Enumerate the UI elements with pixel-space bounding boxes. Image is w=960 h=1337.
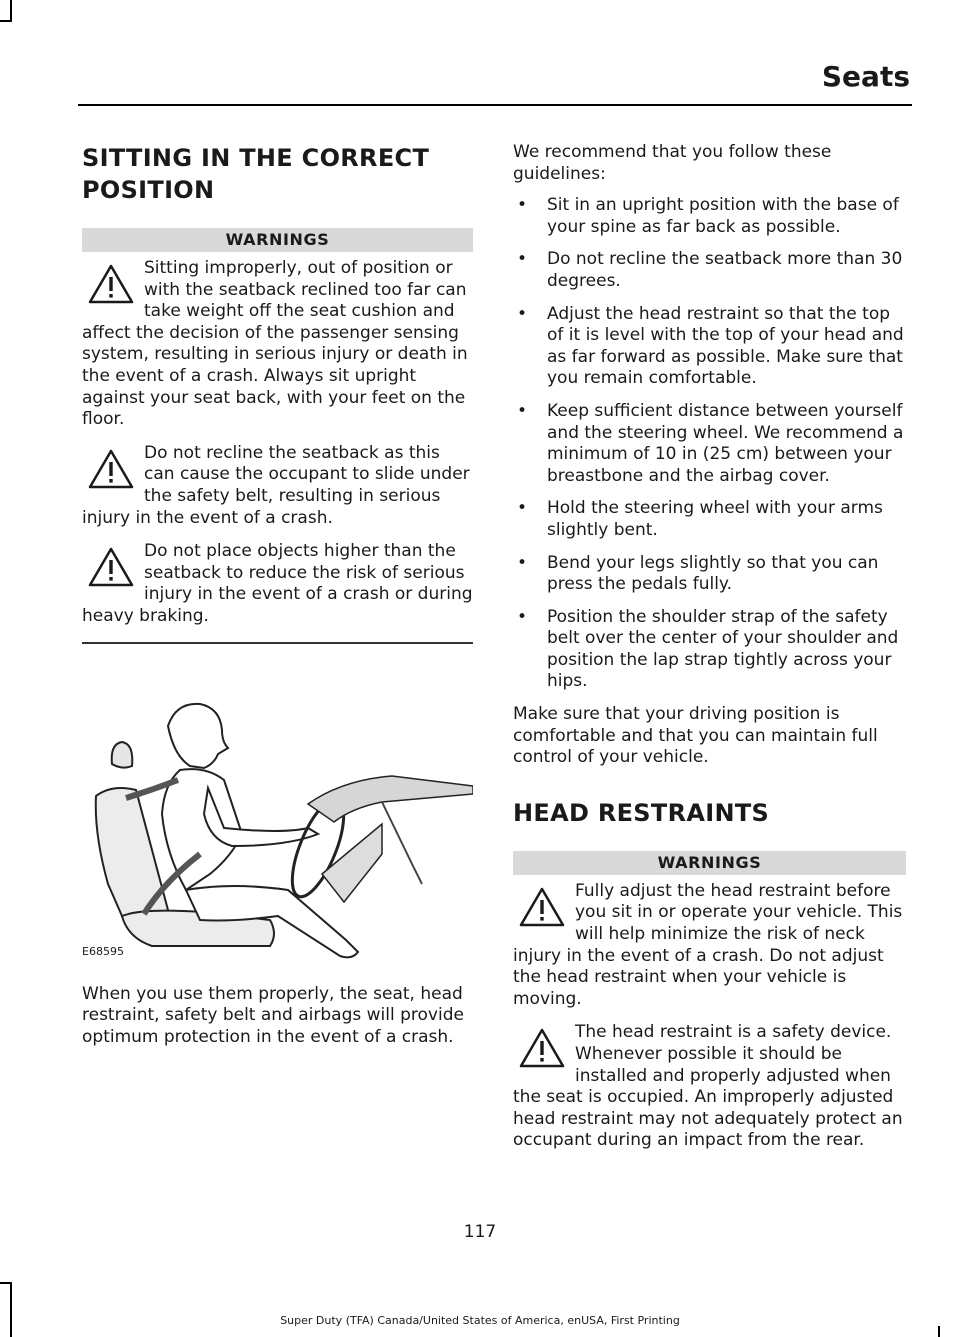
list-item-text: Hold the steering wheel with your arms slightly bent. bbox=[547, 498, 883, 540]
warning-item bbox=[82, 258, 473, 431]
closing-paragraph: Make sure that your driving position is comfortable and that you can maintain full control of your vehicle. bbox=[513, 704, 878, 768]
page-number: 117 bbox=[463, 1222, 497, 1242]
bullet: • bbox=[517, 552, 528, 573]
crop-mark bbox=[0, 1282, 12, 1284]
warning-item bbox=[82, 443, 473, 529]
warning-triangle-icon bbox=[513, 883, 571, 937]
crop-mark bbox=[938, 1326, 940, 1337]
seating-position-figure bbox=[82, 684, 473, 964]
warning-text: Do not place objects higher than the seatback to reduce the risk of serious injury in the event of a crash or during heavy braking. bbox=[82, 541, 473, 626]
list-item bbox=[513, 401, 906, 487]
warning-triangle-icon bbox=[513, 1024, 571, 1078]
driver-seating-illustration bbox=[82, 684, 473, 964]
warnings-label: WARNINGS bbox=[82, 228, 473, 252]
page-footer: Super Duty (TFA) Canada/United States of America, enUSA, First Printing bbox=[280, 1314, 680, 1327]
list-item-text: Adjust the head restraint so that the top of it is level with the top of your head and as far forward as possible. Make sure that you remain comfortable. bbox=[547, 303, 904, 389]
crop-mark bbox=[10, 1282, 12, 1337]
warnings-label: WARNINGS bbox=[513, 851, 906, 875]
warning-text: The head restraint is a safety device. Whenever possible it should be installed and properly adjusted when the seat is occupied. An improperly adjusted head restraint may not adequately protect an occupant during an impact from the rear. bbox=[513, 1022, 903, 1151]
bullet: • bbox=[517, 498, 528, 519]
warning-item bbox=[513, 881, 906, 1011]
list-item-text: Do not recline the seatback more than 30 degrees. bbox=[547, 249, 903, 291]
warning-text: Sitting improperly, out of position or with the seatback reclined too far can take weight off the seat cushion and affect the decision of the passenger sensing system, resulting in serious injury or death in the event of a crash. Always sit upright against your seat back, with your feet on the floor. bbox=[82, 258, 468, 430]
crop-mark bbox=[0, 20, 12, 22]
section-divider bbox=[82, 642, 473, 644]
warning-text: Do not recline the seatback as this can cause the occupant to slide under the safety belt, resulting in serious injury in the event of a crash. bbox=[82, 442, 470, 528]
warning-triangle-icon bbox=[82, 543, 140, 597]
bullet: • bbox=[517, 606, 528, 627]
crop-mark bbox=[10, 0, 12, 22]
body-paragraph: When you use them properly, the seat, head restraint, safety belt and airbags will provide optimum protection in the event of a crash. bbox=[82, 983, 464, 1047]
page-header-title: Seats bbox=[821, 60, 910, 93]
list-item bbox=[513, 553, 906, 596]
warning-item bbox=[82, 541, 473, 627]
section-heading-head-restraints: HEAD RESTRAINTS bbox=[513, 798, 770, 827]
warning-text: Fully adjust the head restraint before you sit in or operate your vehicle. This will help minimize the risk of neck injury in the event of a crash. Do not adjust the head restraint when your vehicle is moving. bbox=[513, 880, 903, 1009]
warning-triangle-icon bbox=[82, 260, 140, 314]
list-item bbox=[513, 498, 906, 541]
list-item bbox=[513, 249, 906, 292]
bullet: • bbox=[517, 195, 528, 216]
bullet: • bbox=[517, 249, 528, 270]
figure-code: E68595 bbox=[82, 944, 124, 958]
bullet: • bbox=[517, 303, 528, 324]
list-item bbox=[513, 195, 906, 238]
guidelines-intro: We recommend that you follow these guidelines: bbox=[513, 142, 832, 184]
left-column bbox=[82, 142, 473, 1058]
bullet: • bbox=[517, 400, 528, 421]
list-item-text: Sit in an upright position with the base of your spine as far back as possible. bbox=[547, 195, 899, 237]
warning-item bbox=[513, 1022, 906, 1152]
list-item-text: Bend your legs slightly so that you can press the pedals fully. bbox=[547, 552, 879, 595]
list-item-text: Keep sufficient distance between yourself and the steering wheel. We recommend a minimum of 10 in (25 cm) between your breastbone and the airbag cover. bbox=[547, 400, 904, 486]
warning-triangle-icon bbox=[82, 445, 140, 499]
right-column bbox=[513, 142, 906, 1164]
list-item bbox=[513, 607, 906, 693]
section-heading-sitting: SITTING IN THE CORRECT POSITION bbox=[82, 144, 430, 204]
header-rule bbox=[78, 104, 912, 106]
list-item-text: Position the shoulder strap of the safety belt over the center of your shoulder and position the lap strap tightly across your hips. bbox=[547, 606, 899, 692]
list-item bbox=[513, 304, 906, 390]
guidelines-list bbox=[513, 195, 906, 693]
